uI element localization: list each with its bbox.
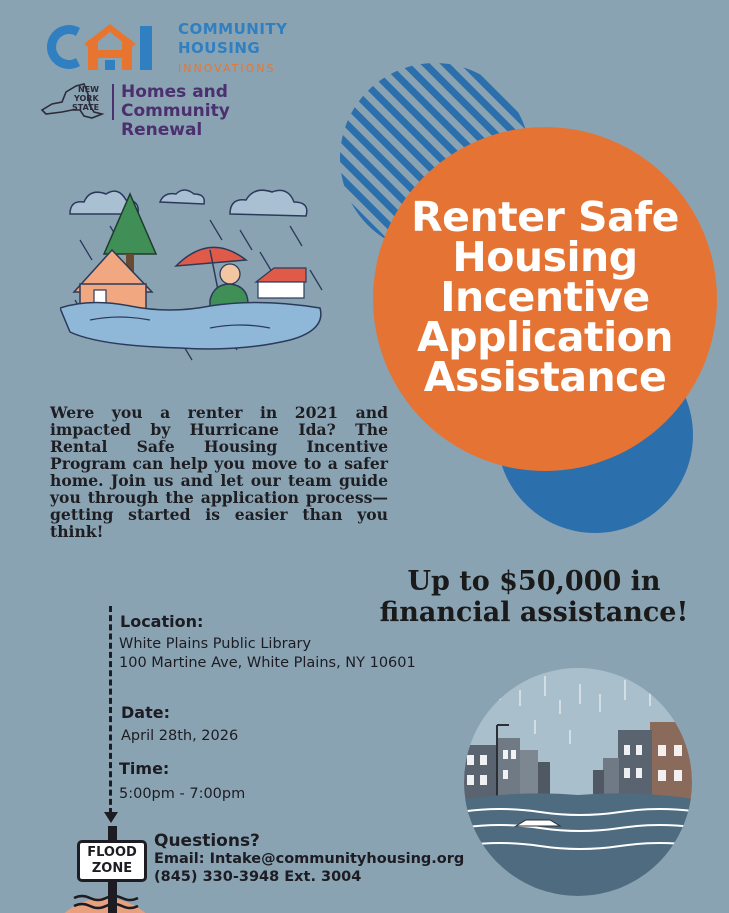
hurricane-flood-illustration <box>60 180 330 370</box>
arrow-down-icon <box>104 810 118 824</box>
time-label: Time: <box>119 759 170 778</box>
sign-text-zone: ZONE <box>91 861 133 876</box>
offer-line-1: Up to $50,000 in <box>407 566 661 597</box>
location-label: Location: <box>120 612 204 631</box>
flood-zone-sign <box>75 832 151 884</box>
intro-paragraph: Were you a renter in 2021 and impacted by Hurricane Ida? The Rental Safe Housing Incentive Program can help you move to a safer home. Join us and let our team guide you through the application process—getting started is easier than you think! <box>50 403 388 541</box>
chi-line-innovations: INNOVATIONS <box>178 62 276 75</box>
hcr-line-2: Community Renewal <box>121 101 230 140</box>
contact-email[interactable]: Email: Intake@communityhousing.org <box>154 851 465 867</box>
offer-block <box>358 566 710 628</box>
flooded-street-illustration <box>460 665 700 905</box>
location-line-1: White Plains Public Library <box>119 636 312 652</box>
title-line-4: Application <box>416 313 673 361</box>
time-value: 5:00pm - 7:00pm <box>119 786 246 802</box>
location-line-2: 100 Martine Ave, White Plains, NY 10601 <box>119 655 416 671</box>
title-line-1: Renter Safe <box>411 193 679 241</box>
title-line-3: Incentive <box>440 273 650 321</box>
sign-text-flood: FLOOD <box>87 845 137 860</box>
nys-text-york: YORK <box>74 94 99 103</box>
chi-line-community: COMMUNITY <box>178 20 288 38</box>
chi-line-housing: HOUSING <box>178 39 261 57</box>
hcr-line-1: Homes and <box>121 82 228 102</box>
questions-heading: Questions? <box>154 831 260 851</box>
date-value: April 28th, 2026 <box>121 728 239 744</box>
offer-line-2: financial assistance! <box>379 597 689 628</box>
date-label: Date: <box>121 703 170 722</box>
contact-phone[interactable]: (845) 330-3948 Ext. 3004 <box>154 869 362 885</box>
water-waves-icon <box>72 892 142 912</box>
nys-text-new: NEW <box>78 85 99 94</box>
title-block <box>378 193 712 401</box>
title-line-2: Housing <box>452 233 638 281</box>
dashed-timeline <box>109 606 112 814</box>
title-line-5: Assistance <box>423 353 667 401</box>
nys-text-state: STATE <box>72 103 100 112</box>
